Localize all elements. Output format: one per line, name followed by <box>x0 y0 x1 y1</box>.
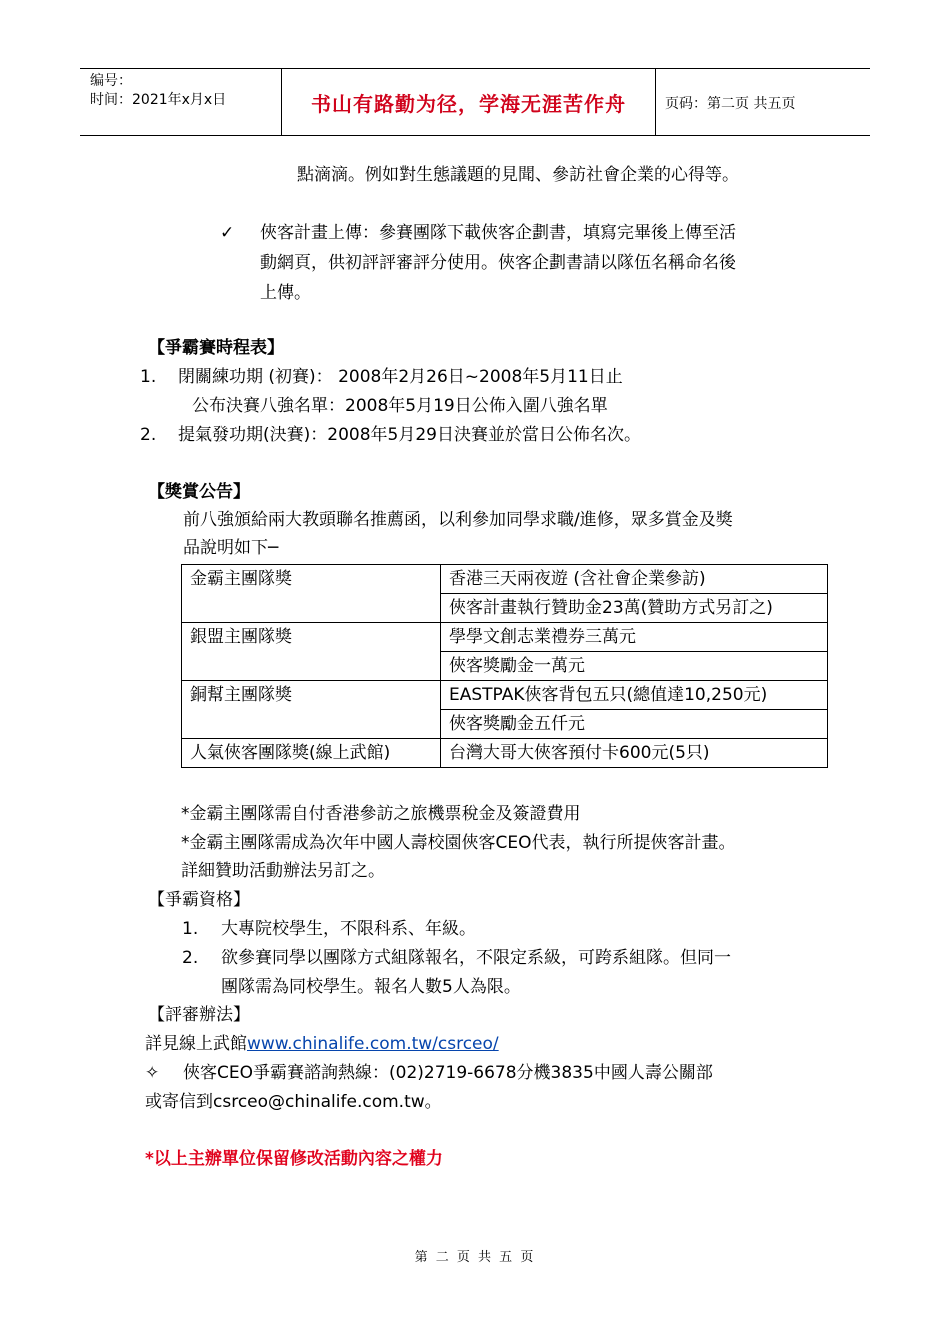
award-prize: 台灣大哥大俠客預付卡600元(5只) <box>441 739 828 768</box>
schedule-item: 公布決賽八強名單：2008年5月19日公佈入圍八強名單 <box>192 396 608 416</box>
award-note: *金霸主團隊需成為次年中國人壽校園俠客CEO代表，執行所提俠客計畫。 <box>181 833 736 853</box>
schedule-number: 1. <box>140 367 157 387</box>
award-prize: EASTPAK俠客背包五只(總值達10,250元) <box>441 681 828 710</box>
reserve-note: *以上主辦單位保留修改活動內容之權力 <box>145 1149 443 1169</box>
qualification-heading: 【爭霸資格】 <box>148 890 250 910</box>
diamond-icon: ✧ <box>145 1063 160 1083</box>
header-page-label: 页码：第二页 共五页 <box>665 96 796 112</box>
table-row <box>182 681 828 710</box>
hotline-line: 或寄信到csrceo@chinalife.com.tw。 <box>145 1092 442 1112</box>
check-icon: ✓ <box>220 223 235 243</box>
header-top-rule <box>80 68 870 69</box>
award-name: 銀盟主團隊獎 <box>182 623 441 681</box>
award-note: *金霸主團隊需自付香港參訪之旅機票稅金及簽證費用 <box>181 804 581 824</box>
award-prize: 香港三天兩夜遊 (含社會企業參訪) <box>441 565 828 594</box>
body-line-continuation: 點滴滴。例如對生態議題的見聞、參訪社會企業的心得等。 <box>297 165 739 185</box>
qualification-item: 欲參賽同學以團隊方式組隊報名，不限定系級，可跨系組隊。但同一 <box>221 948 731 968</box>
qualification-number: 1. <box>182 919 199 939</box>
bullet-line: 上傳。 <box>260 283 311 303</box>
judging-link[interactable]: www.chinalife.com.tw/csrceo/ <box>247 1034 499 1054</box>
award-prize: 學學文創志業禮券三萬元 <box>441 623 828 652</box>
awards-heading: 【獎賞公告】 <box>148 482 250 502</box>
table-row <box>182 623 828 652</box>
footer-page-number: 第 二 页 共 五 页 <box>414 1250 536 1265</box>
award-prize: 俠客獎勵金五仟元 <box>441 710 828 739</box>
table-row <box>182 565 828 594</box>
schedule-item: 閉關練功期 (初賽)： 2008年2月26日~2008年5月11日止 <box>178 367 623 387</box>
header-divider-right <box>655 68 656 136</box>
schedule-number: 2. <box>140 425 157 445</box>
awards-intro-line: 品說明如下─ <box>183 538 279 558</box>
award-name: 人氣俠客團隊獎(線上武館) <box>182 739 441 768</box>
award-name: 金霸主團隊獎 <box>182 565 441 623</box>
header-date-label: 时间：2021年x月x日 <box>90 92 227 108</box>
header-bottom-rule <box>80 135 870 136</box>
schedule-heading: 【爭霸賽時程表】 <box>148 338 284 358</box>
qualification-number: 2. <box>182 948 199 968</box>
awards-table <box>181 564 828 768</box>
table-row <box>182 739 828 768</box>
judging-line <box>145 1029 499 1059</box>
awards-intro-line: 前八強頒給兩大教頭聯名推薦函，以利參加同學求職/進修，眾多賞金及獎 <box>183 510 733 530</box>
hotline-line: 俠客CEO爭霸賽諮詢熱線：(02)2719-6678分機3835中國人壽公關部 <box>183 1063 713 1083</box>
award-name: 銅幫主團隊獎 <box>182 681 441 739</box>
qualification-item: 團隊需為同校學生。報名人數5人為限。 <box>221 977 521 997</box>
bullet-line: 動網頁，供初評評審評分使用。俠客企劃書請以隊伍名稱命名後 <box>260 253 736 273</box>
bullet-line: 俠客計畫上傳：參賽團隊下載俠客企劃書，填寫完畢後上傳至活 <box>260 223 736 243</box>
award-prize: 俠客獎勵金一萬元 <box>441 652 828 681</box>
header-motto: 书山有路勤为径，学海无涯苦作舟 <box>311 92 626 116</box>
schedule-item: 提氣發功期(決賽)：2008年5月29日決賽並於當日公佈名次。 <box>178 425 641 445</box>
judging-text: 詳見線上武館 <box>145 1034 247 1054</box>
award-note: 詳細贊助活動辦法另訂之。 <box>181 861 385 881</box>
award-prize: 俠客計畫執行贊助金23萬(贊助方式另訂之) <box>441 594 828 623</box>
qualification-item: 大專院校學生，不限科系、年級。 <box>221 919 476 939</box>
judging-heading: 【評審辦法】 <box>148 1005 250 1025</box>
header-number-label: 编号： <box>90 73 132 89</box>
